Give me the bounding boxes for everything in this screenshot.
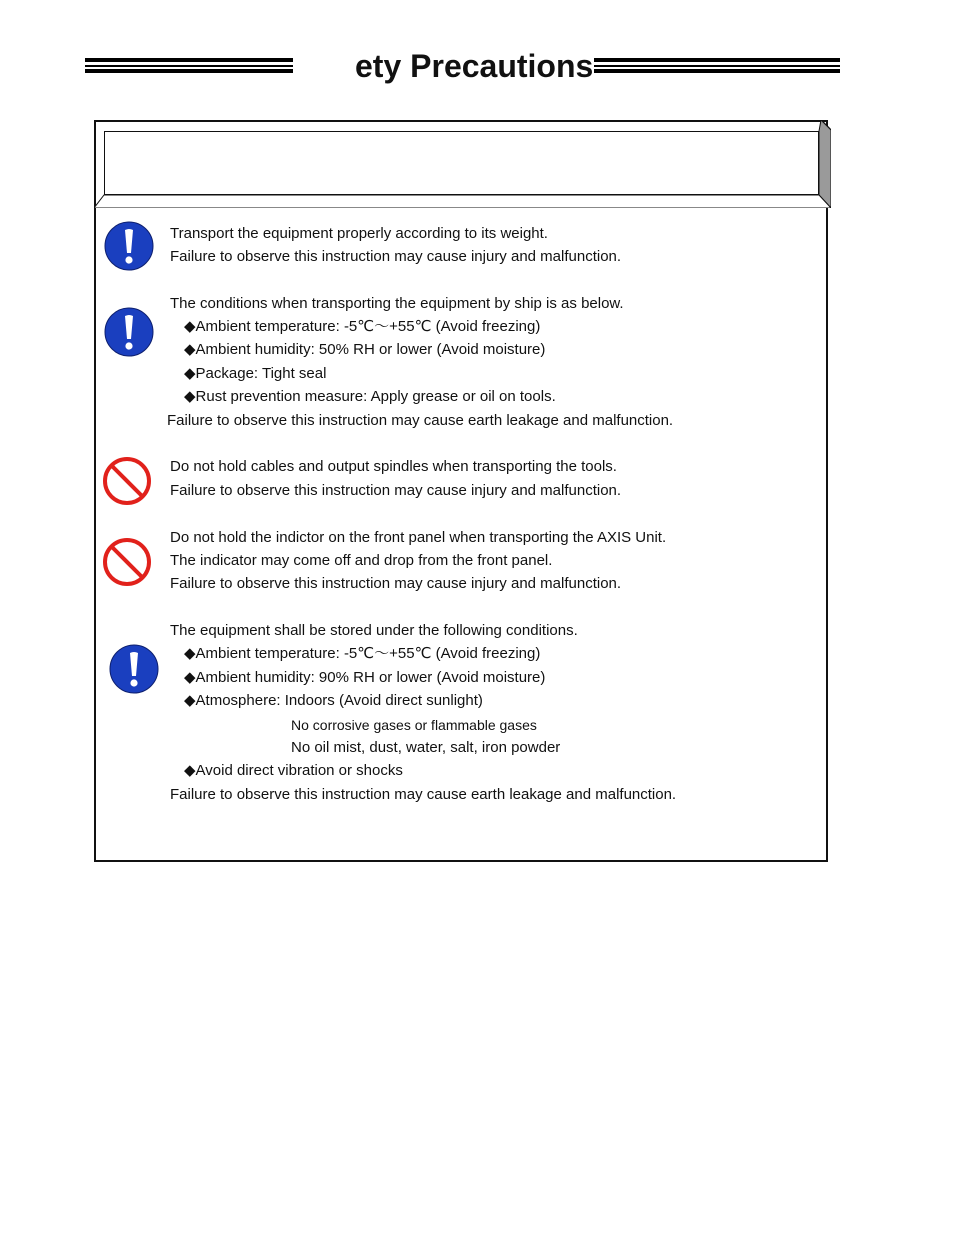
section2-line3: ◆Ambient humidity: 50% RH or lower (Avoid moisture) [184, 341, 546, 358]
title-rule-right [594, 58, 840, 74]
exclamation-mandatory-icon [103, 306, 155, 358]
title-rule-left [85, 58, 293, 74]
prohibition-icon [102, 456, 152, 506]
section2-line5: ◆Rust prevention measure: Apply grease or oil on tools. [184, 388, 556, 405]
section5-line6: No oil mist, dust, water, salt, iron powder [291, 739, 561, 756]
header-box [104, 131, 819, 195]
section2-line6: Failure to observe this instruction may cause earth leakage and malfunction. [167, 412, 674, 429]
section5-line7: ◆Avoid direct vibration or shocks [184, 762, 403, 779]
section2-line4: ◆Package: Tight seal [184, 365, 327, 382]
exclamation-mandatory-icon [108, 643, 160, 695]
section2-line2: ◆Ambient temperature: -5℃～+55℃ (Avoid freezing) [184, 318, 541, 335]
section2-line1: The conditions when transporting the equipment by ship is as below. [170, 295, 624, 312]
section5-line5: No corrosive gases or flammable gases [291, 717, 537, 733]
section5-line4: ◆Atmosphere: Indoors (Avoid direct sunlight) [184, 692, 483, 709]
section5-line2: ◆Ambient temperature: -5℃～+55℃ (Avoid freezing) [184, 645, 541, 662]
section4-line3: Failure to observe this instruction may cause injury and malfunction. [170, 575, 622, 592]
section1-line2: Failure to observe this instruction may cause injury and malfunction. [170, 248, 622, 265]
section3-line1: Do not hold cables and output spindles when transporting the tools. [170, 458, 617, 475]
section4-line2: The indicator may come off and drop from the front panel. [170, 552, 553, 569]
section4-line1: Do not hold the indictor on the front panel when transporting the AXIS Unit. [170, 529, 667, 546]
exclamation-mandatory-icon [103, 220, 155, 272]
section5-line3: ◆Ambient humidity: 90% RH or lower (Avoid moisture) [184, 669, 546, 686]
section1-line1: Transport the equipment properly according to its weight. [170, 225, 548, 242]
section5-line8: Failure to observe this instruction may cause earth leakage and malfunction. [170, 786, 677, 803]
section5-line1: The equipment shall be stored under the following conditions. [170, 622, 578, 639]
prohibition-icon [102, 537, 152, 587]
page-title: ety Precautions [355, 48, 594, 84]
section3-line2: Failure to observe this instruction may cause injury and malfunction. [170, 482, 622, 499]
